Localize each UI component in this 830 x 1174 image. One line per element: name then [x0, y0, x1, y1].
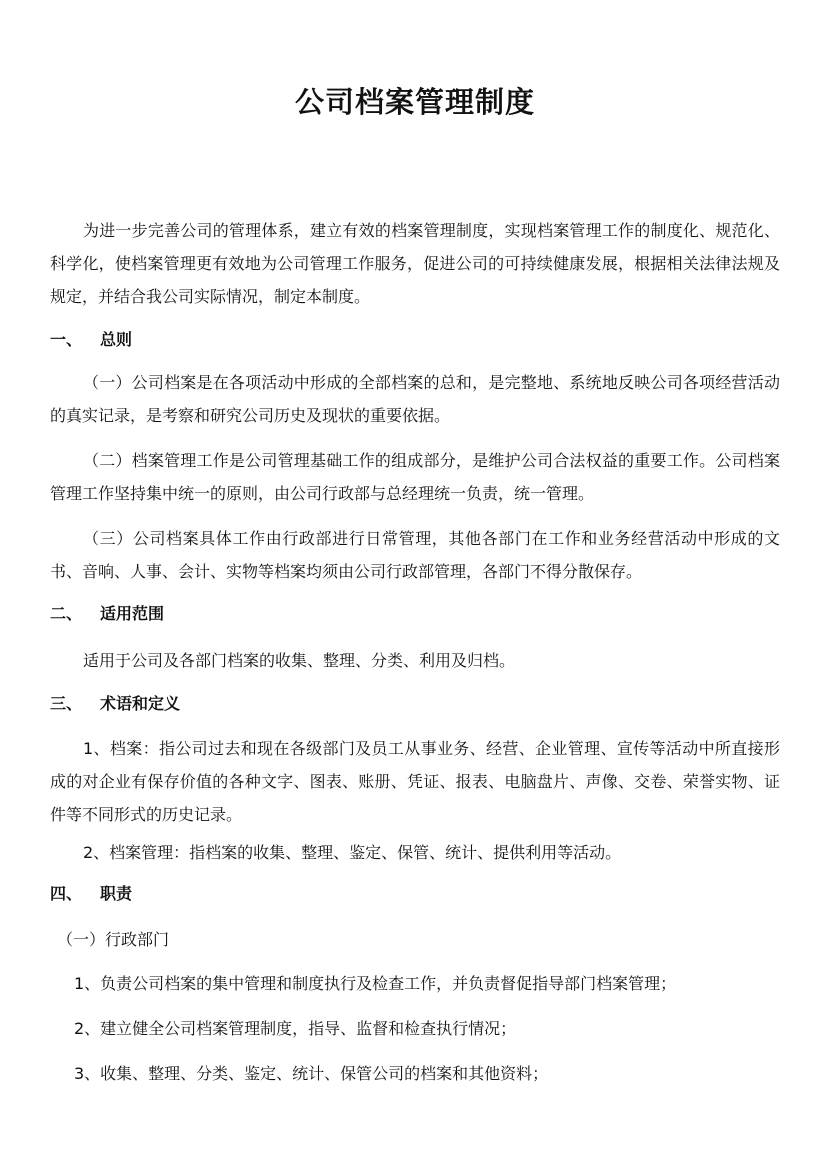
intro-paragraph: 为进一步完善公司的管理体系，建立有效的档案管理制度，实现档案管理工作的制度化、规范化、科学化，使档案管理更有效地为公司管理工作服务，促进公司的可持续健康发展，根据相关法律法规及规定，并结合我公司实际情况，制定本制度。 — [50, 221, 780, 306]
list-item: 3、收集、整理、分类、鉴定、统计、保管公司的档案和其他资料； — [74, 1064, 549, 1083]
clause-paragraph: （二）档案管理工作是公司管理基础工作的组成部分，是维护公司合法权益的重要工作。公司档案管理工作坚持集中统一的原则，由公司行政部与总经理统一负责，统一管理。 — [50, 451, 780, 503]
section-heading — [50, 328, 132, 352]
list-item: 1、负责公司档案的集中管理和制度执行及检查工作，并负责督促指导部门档案管理； — [74, 974, 677, 993]
clause-paragraph: 适用于公司及各部门档案的收集、整理、分类、利用及归档。 — [83, 651, 516, 670]
section-number: 二、 — [50, 604, 83, 623]
definition-paragraph: 2、档案管理：指档案的收集、整理、鉴定、保管、统计、提供利用等活动。 — [83, 843, 622, 862]
section-number: 一、 — [50, 330, 83, 349]
list-item: 2、建立健全公司档案管理制度，指导、监督和检查执行情况； — [74, 1019, 517, 1038]
clause-paragraph: （一）公司档案是在各项活动中形成的全部档案的总和，是完整地、系统地反映公司各项经营活动的真实记录，是考察和研究公司历史及现状的重要依据。 — [50, 373, 780, 425]
section-title: 术语和定义 — [100, 694, 181, 713]
section-number: 三、 — [50, 694, 83, 713]
section-title: 总则 — [100, 330, 133, 349]
section-heading — [50, 692, 180, 716]
section-heading — [50, 882, 132, 906]
section-heading — [50, 602, 164, 626]
clause-paragraph: （三）公司档案具体工作由行政部进行日常管理，其他各部门在工作和业务经营活动中形成的文书、音响、人事、会计、实物等档案均须由公司行政部管理，各部门不得分散保存。 — [50, 529, 780, 581]
page-title: 公司档案管理制度 — [294, 85, 535, 119]
section-title: 适用范围 — [100, 604, 165, 623]
section-number: 四、 — [50, 884, 83, 903]
section-title: 职责 — [100, 884, 133, 903]
definition-paragraph: 1、档案：指公司过去和现在各级部门及员工从事业务、经营、企业管理、宣传等活动中所直接形成的对企业有保存价值的各种文字、图表、账册、凭证、报表、电脑盘片、声像、交卷、荣誉实物、证件等不同形式的历史记录。 — [50, 739, 780, 824]
subsection-heading: （一）行政部门 — [57, 930, 170, 949]
